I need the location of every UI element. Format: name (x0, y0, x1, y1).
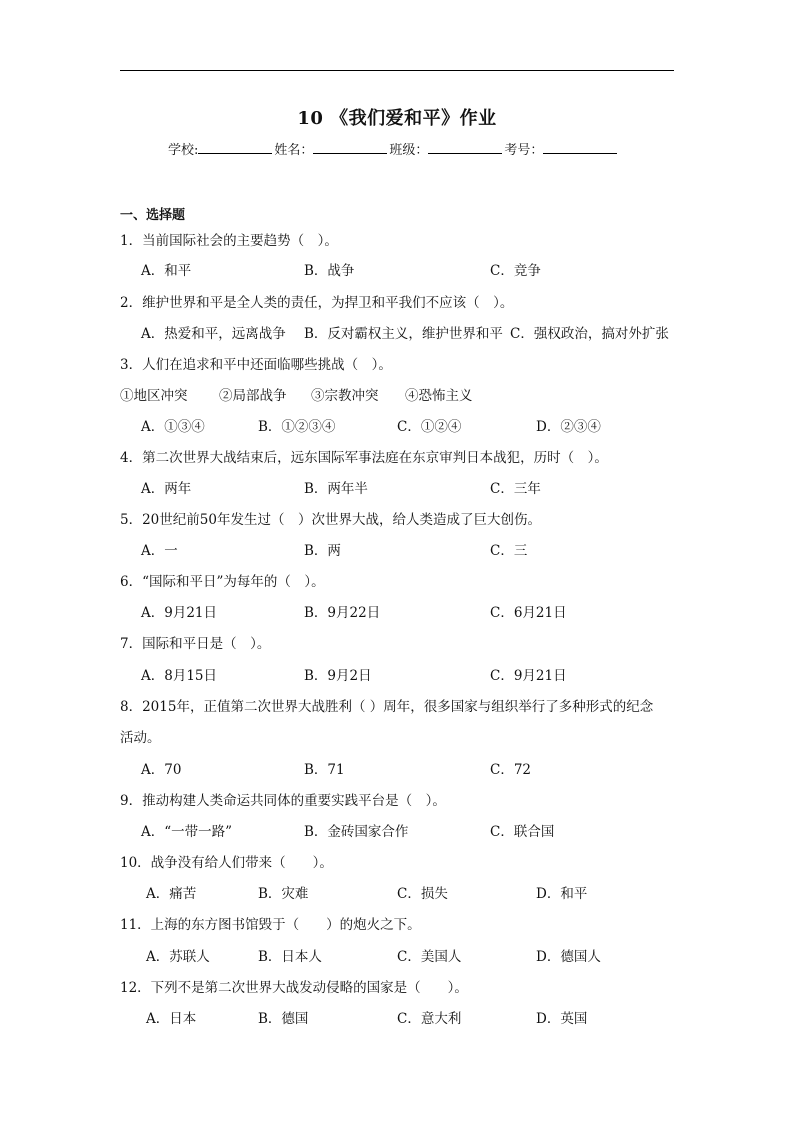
question-10-option-a[interactable]: A．痛苦 (146, 886, 197, 902)
question-3-option-c[interactable]: C．①②④ (397, 419, 462, 435)
question-3-stem: 3．人们在追求和平中还面临哪些挑战（ ）。 (120, 357, 392, 373)
question-3-option-b[interactable]: B．①②③④ (258, 419, 336, 435)
class-blank[interactable] (428, 140, 502, 154)
question-6-stem: 6．“国际和平日”为每年的（ ）。 (120, 574, 325, 590)
question-9-stem: 9．推动构建人类命运共同体的重要实践平台是（ ）。 (120, 793, 446, 809)
question-6-option-a[interactable]: A．9月21日 (141, 605, 218, 621)
name-blank[interactable] (313, 140, 387, 154)
number-blank[interactable] (543, 140, 617, 154)
question-12-stem: 12．下列不是第二次世界大战发动侵略的国家是（ ）。 (120, 980, 468, 996)
question-4-option-a[interactable]: A．两年 (141, 481, 192, 497)
question-3-option-d[interactable]: D．②③④ (536, 419, 601, 435)
question-6-option-b[interactable]: B．9月22日 (304, 605, 381, 621)
question-11-option-c[interactable]: C．美国人 (397, 949, 462, 965)
question-4-option-c[interactable]: C．三年 (490, 481, 541, 497)
question-12-option-a[interactable]: A．日本 (146, 1011, 197, 1027)
question-1-option-a[interactable]: A．和平 (141, 263, 192, 279)
question-11-option-b[interactable]: B．日本人 (258, 949, 322, 965)
question-8-option-c[interactable]: C．72 (490, 762, 532, 778)
question-11-stem: 11．上海的东方图书馆毁于（ ）的炮火之下。 (120, 917, 421, 933)
question-6-option-c[interactable]: C．6月21日 (490, 605, 567, 621)
question-7-stem: 7．国际和平日是（ ）。 (120, 636, 271, 652)
question-9-option-b[interactable]: B．金砖国家合作 (304, 824, 409, 840)
question-9-option-c[interactable]: C．联合国 (490, 824, 555, 840)
question-10-option-d[interactable]: D．和平 (536, 886, 588, 902)
question-3-option-a[interactable]: A．①③④ (141, 419, 205, 435)
school-label: 学校: (168, 143, 199, 158)
question-9-option-a[interactable]: A．“一带一路” (141, 824, 233, 840)
question-12-option-c[interactable]: C．意大利 (397, 1011, 462, 1027)
question-2-stem: 2．维护世界和平是全人类的责任，为捍卫和平我们不应该（ ）。 (120, 295, 514, 311)
question-7-option-a[interactable]: A．8月15日 (141, 668, 218, 684)
question-4-stem: 4．第二次世界大战结束后，远东国际军事法庭在东京审判日本战犯，历时（ ）。 (120, 450, 608, 466)
question-3-item-1: ①地区冲突 (120, 388, 188, 404)
class-label: 班级： (389, 143, 429, 158)
question-5-option-c[interactable]: C．三 (490, 543, 528, 559)
question-11-option-a[interactable]: A．苏联人 (146, 949, 210, 965)
question-5-option-b[interactable]: B．两 (304, 543, 341, 559)
question-8-option-a[interactable]: A．70 (141, 762, 182, 778)
question-10-option-c[interactable]: C．损失 (397, 886, 448, 902)
question-12-option-d[interactable]: D．英国 (536, 1011, 588, 1027)
question-5-option-a[interactable]: A．一 (141, 543, 178, 559)
question-10-option-b[interactable]: B．灾难 (258, 886, 309, 902)
question-10-stem: 10．战争没有给人们带来（ ）。 (120, 855, 333, 871)
question-2-option-c[interactable]: C．强权政治，搞对外扩张 (510, 326, 669, 342)
question-4-option-b[interactable]: B．两年半 (304, 481, 368, 497)
name-label: 姓名： (274, 143, 314, 158)
number-label: 考号： (504, 143, 544, 158)
student-info-row (168, 139, 619, 158)
question-8-stem: 8．2015年，正值第二次世界大战胜利（ ）周年，很多国家与组织举行了多种形式的纪念 (120, 699, 654, 715)
school-blank[interactable] (198, 140, 272, 154)
question-1-stem: 1．当前国际社会的主要趋势（ ）。 (120, 233, 338, 249)
question-3-item-2: ②局部战争 (219, 388, 287, 404)
page-title: 10 《我们爱和平》作业 (297, 108, 497, 129)
question-2-option-a[interactable]: A．热爱和平，远离战争 (141, 326, 286, 342)
question-1-option-c[interactable]: C．竞争 (490, 263, 541, 279)
question-11-option-d[interactable]: D．德国人 (536, 949, 601, 965)
question-3-item-3: ③宗教冲突 (311, 388, 379, 404)
question-1-option-b[interactable]: B．战争 (304, 263, 355, 279)
question-5-stem: 5．20世纪前50年发生过（ ）次世界大战，给人类造成了巨大创伤。 (120, 512, 541, 528)
question-8-stem-continued: 活动。 (120, 730, 161, 746)
section-heading: 一、选择题 (120, 208, 186, 223)
question-8-option-b[interactable]: B．71 (304, 762, 345, 778)
question-2-option-b[interactable]: B．反对霸权主义，维护世界和平 (304, 326, 503, 342)
question-3-item-4: ④恐怖主义 (405, 388, 473, 404)
question-7-option-b[interactable]: B．9月2日 (304, 668, 372, 684)
header-rule (120, 70, 674, 71)
question-12-option-b[interactable]: B．德国 (258, 1011, 309, 1027)
question-7-option-c[interactable]: C．9月21日 (490, 668, 567, 684)
